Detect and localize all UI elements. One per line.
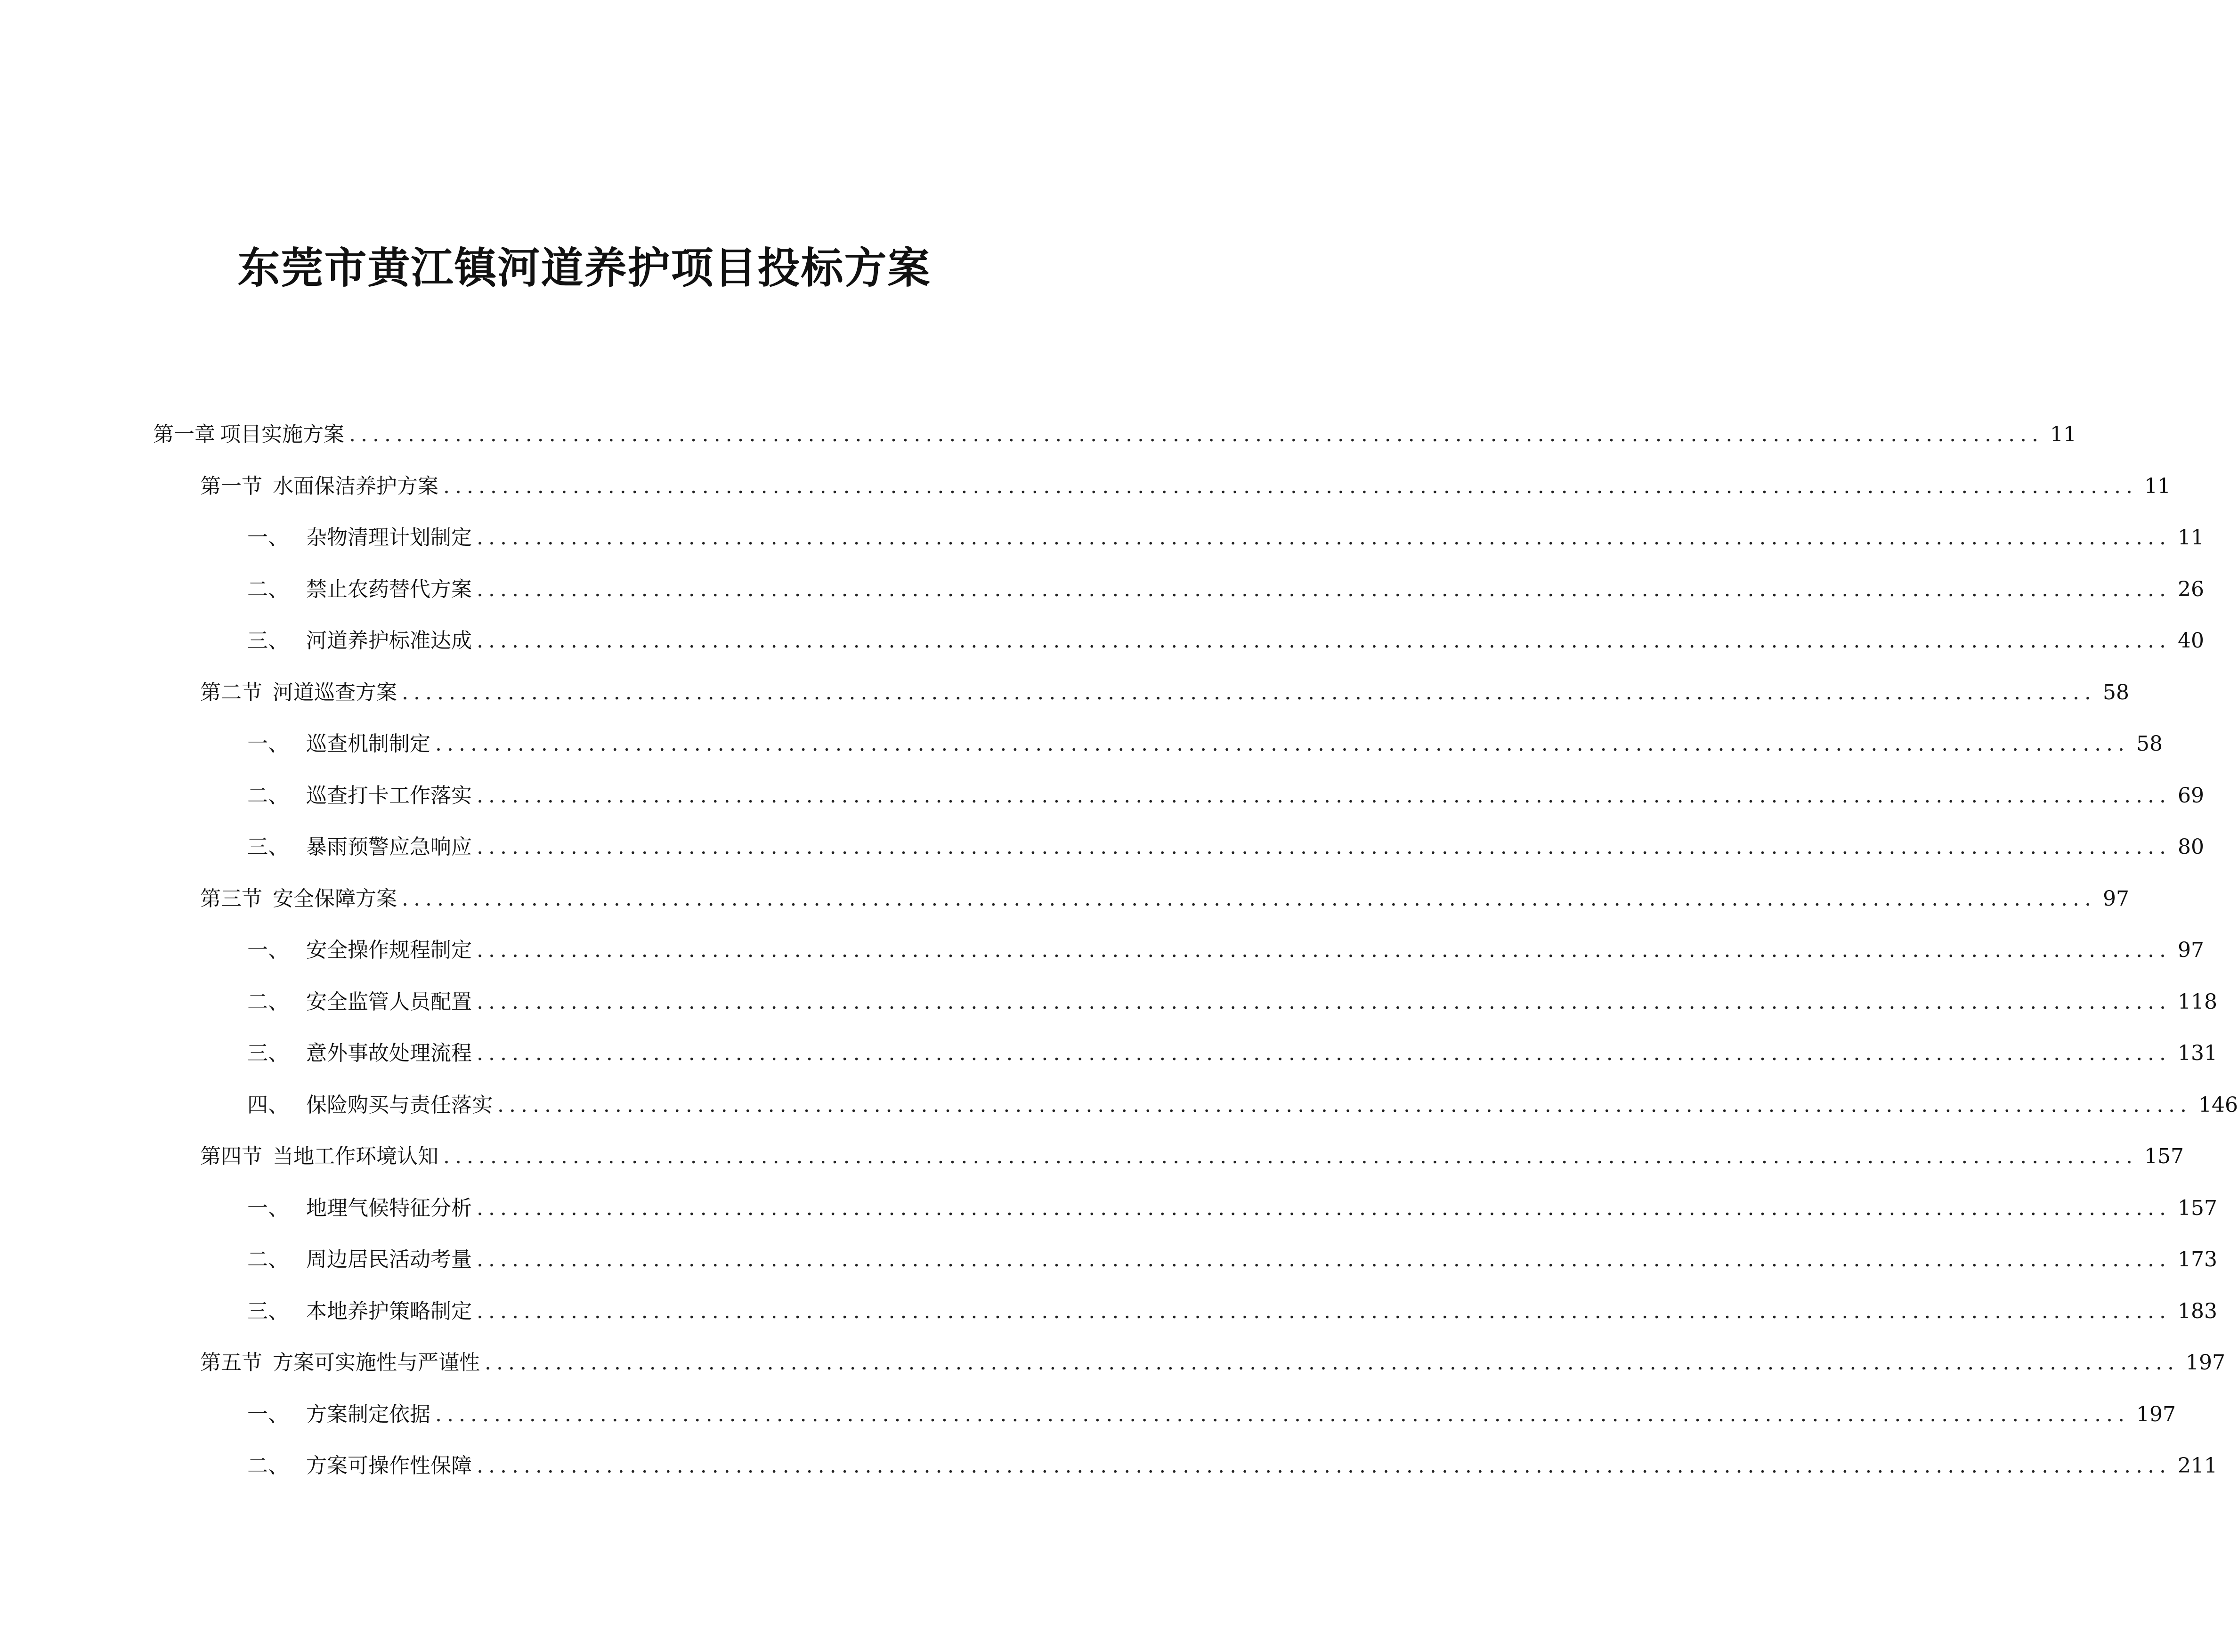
toc-dot-leader: ................................................................................................................................................ [435, 732, 2130, 756]
toc-entry-page: 11 [2144, 474, 2171, 498]
toc-dot-leader: ................................................................................................................................................ [477, 577, 2172, 601]
toc-entry-title: 周边居民活动考量 [306, 1247, 472, 1271]
toc-dot-leader: ................................................................................................................................................ [477, 938, 2172, 962]
toc-entry-number: 一、 [247, 526, 289, 550]
toc-entry-title: 河道巡查方案 [273, 680, 397, 705]
toc-entry-page: 157 [2144, 1144, 2184, 1168]
toc-entry[interactable] [153, 615, 2205, 667]
toc-entry-page: 40 [2178, 629, 2205, 653]
toc-entry-number: 三、 [247, 1299, 289, 1323]
toc-dot-leader: ................................................................................................................................................ [477, 629, 2172, 653]
toc-entry[interactable] [153, 512, 2205, 564]
toc-entry-number: 第一节 [200, 474, 262, 498]
toc-entry-page: 211 [2178, 1454, 2218, 1478]
toc-entry-number: 三、 [247, 629, 289, 653]
toc-dot-leader: ................................................................................................................................................ [443, 1144, 2138, 1168]
toc-entry-number: 三、 [247, 1041, 289, 1065]
toc-entry-number: 第一章 [153, 422, 215, 446]
toc-entry[interactable] [153, 1286, 2218, 1337]
toc-entry-title: 方案制定依据 [306, 1402, 430, 1426]
toc-dot-leader: ................................................................................................................................................ [477, 783, 2172, 808]
toc-entry-page: 97 [2103, 886, 2130, 911]
toc-entry-title: 安全监管人员配置 [306, 989, 472, 1014]
toc-entry-page: 11 [2050, 422, 2077, 446]
toc-entry[interactable] [153, 821, 2205, 873]
toc-entry-number: 一、 [247, 938, 289, 962]
toc-entry-number: 一、 [247, 1196, 289, 1220]
toc-dot-leader: ................................................................................................................................................ [477, 1247, 2172, 1271]
toc-entry-page: 69 [2178, 783, 2205, 808]
toc-dot-leader: ................................................................................................................................................ [477, 1299, 2172, 1323]
toc-dot-leader: ................................................................................................................................................ [477, 1454, 2172, 1478]
toc-entry-number: 第四节 [200, 1144, 262, 1168]
toc-entry-number: 二、 [247, 783, 289, 808]
toc-entry[interactable] [153, 1440, 2218, 1492]
toc-entry-title: 巡查打卡工作落实 [306, 783, 472, 808]
toc-entry[interactable] [153, 1389, 2176, 1441]
toc-dot-leader: ................................................................................................................................................ [477, 1196, 2172, 1220]
toc-entry[interactable] [153, 461, 2171, 512]
toc-dot-leader: ................................................................................................................................................ [477, 835, 2172, 859]
toc-entry-title: 保险购买与责任落实 [306, 1093, 493, 1117]
toc-entry-title: 安全操作规程制定 [306, 938, 472, 962]
toc-entry[interactable] [153, 770, 2205, 822]
toc-entry-title: 项目实施方案 [220, 422, 344, 446]
toc-dot-leader: ................................................................................................................................................ [497, 1093, 2192, 1117]
toc-entry-page: 97 [2178, 938, 2205, 962]
toc-entry-number: 第五节 [200, 1351, 262, 1375]
toc-dot-leader: ................................................................................................................................................ [349, 422, 2044, 446]
toc-entry-number: 四、 [247, 1093, 289, 1117]
toc-dot-leader: ................................................................................................................................................ [477, 1041, 2172, 1065]
toc-entry[interactable] [153, 409, 2077, 461]
toc-entry[interactable] [153, 924, 2205, 976]
toc-entry[interactable] [153, 1079, 2238, 1131]
toc-dot-leader: ................................................................................................................................................ [477, 526, 2172, 550]
toc-entry-number: 一、 [247, 732, 289, 756]
toc-entry-title: 方案可操作性保障 [306, 1454, 472, 1478]
toc-entry-page: 11 [2178, 526, 2205, 550]
toc-entry-title: 安全保障方案 [273, 886, 397, 911]
toc-entry[interactable] [153, 976, 2218, 1028]
toc-entry-title: 地理气候特征分析 [306, 1196, 472, 1220]
toc-entry-title: 本地养护策略制定 [306, 1299, 472, 1323]
toc-entry-page: 26 [2178, 577, 2205, 601]
toc-entry-page: 146 [2198, 1093, 2238, 1117]
toc-dot-leader: ................................................................................................................................................ [402, 886, 2097, 911]
toc-entry-title: 意外事故处理流程 [306, 1041, 472, 1065]
toc-entry-page: 197 [2136, 1402, 2176, 1426]
toc-entry-title: 河道养护标准达成 [306, 629, 472, 653]
toc-entry[interactable] [153, 1337, 2226, 1389]
toc-entry-number: 第三节 [200, 886, 262, 911]
toc-entry[interactable] [153, 718, 2163, 770]
toc-entry-number: 一、 [247, 1402, 289, 1426]
toc-entry[interactable] [153, 873, 2130, 925]
toc-dot-leader: ................................................................................................................................................ [477, 989, 2172, 1014]
toc-entry-page: 58 [2136, 732, 2163, 756]
toc-entry[interactable] [153, 1234, 2218, 1286]
toc-entry-page: 131 [2178, 1041, 2218, 1065]
toc-entry-title: 杂物清理计划制定 [306, 526, 472, 550]
toc-entry-page: 58 [2103, 680, 2130, 705]
toc-dot-leader: ................................................................................................................................................ [443, 474, 2138, 498]
toc-entry-page: 80 [2178, 835, 2205, 859]
toc-entry-number: 二、 [247, 989, 289, 1014]
toc-entry-page: 118 [2178, 989, 2218, 1014]
toc-entry-page: 157 [2178, 1196, 2218, 1220]
toc-entry[interactable] [153, 1182, 2218, 1234]
toc-entry-title: 禁止农药替代方案 [306, 577, 472, 601]
toc-entry[interactable] [153, 1131, 2184, 1182]
document-title: 东莞市黄江镇河道养护项目投标方案 [237, 243, 931, 293]
toc-entry[interactable] [153, 564, 2205, 615]
toc-dot-leader: ................................................................................................................................................ [402, 680, 2097, 705]
toc-entry-title: 方案可实施性与严谨性 [273, 1351, 480, 1375]
toc-entry-title: 当地工作环境认知 [273, 1144, 438, 1168]
toc-entry-number: 第二节 [200, 680, 262, 705]
toc-entry-title: 水面保洁养护方案 [273, 474, 438, 498]
toc-entry-number: 二、 [247, 577, 289, 601]
toc-dot-leader: ................................................................................................................................................ [485, 1351, 2180, 1375]
toc-entry-number: 二、 [247, 1247, 289, 1271]
toc-entry-page: 173 [2178, 1247, 2218, 1271]
table-of-contents [153, 409, 2238, 1492]
toc-entry-page: 183 [2178, 1299, 2218, 1323]
toc-entry-title: 巡查机制制定 [306, 732, 430, 756]
toc-entry-number: 二、 [247, 1454, 289, 1478]
toc-entry[interactable] [153, 667, 2130, 719]
toc-entry[interactable] [153, 1028, 2218, 1079]
toc-entry-page: 197 [2186, 1351, 2226, 1375]
toc-entry-number: 三、 [247, 835, 289, 859]
toc-entry-title: 暴雨预警应急响应 [306, 835, 472, 859]
toc-dot-leader: ................................................................................................................................................ [435, 1402, 2130, 1426]
